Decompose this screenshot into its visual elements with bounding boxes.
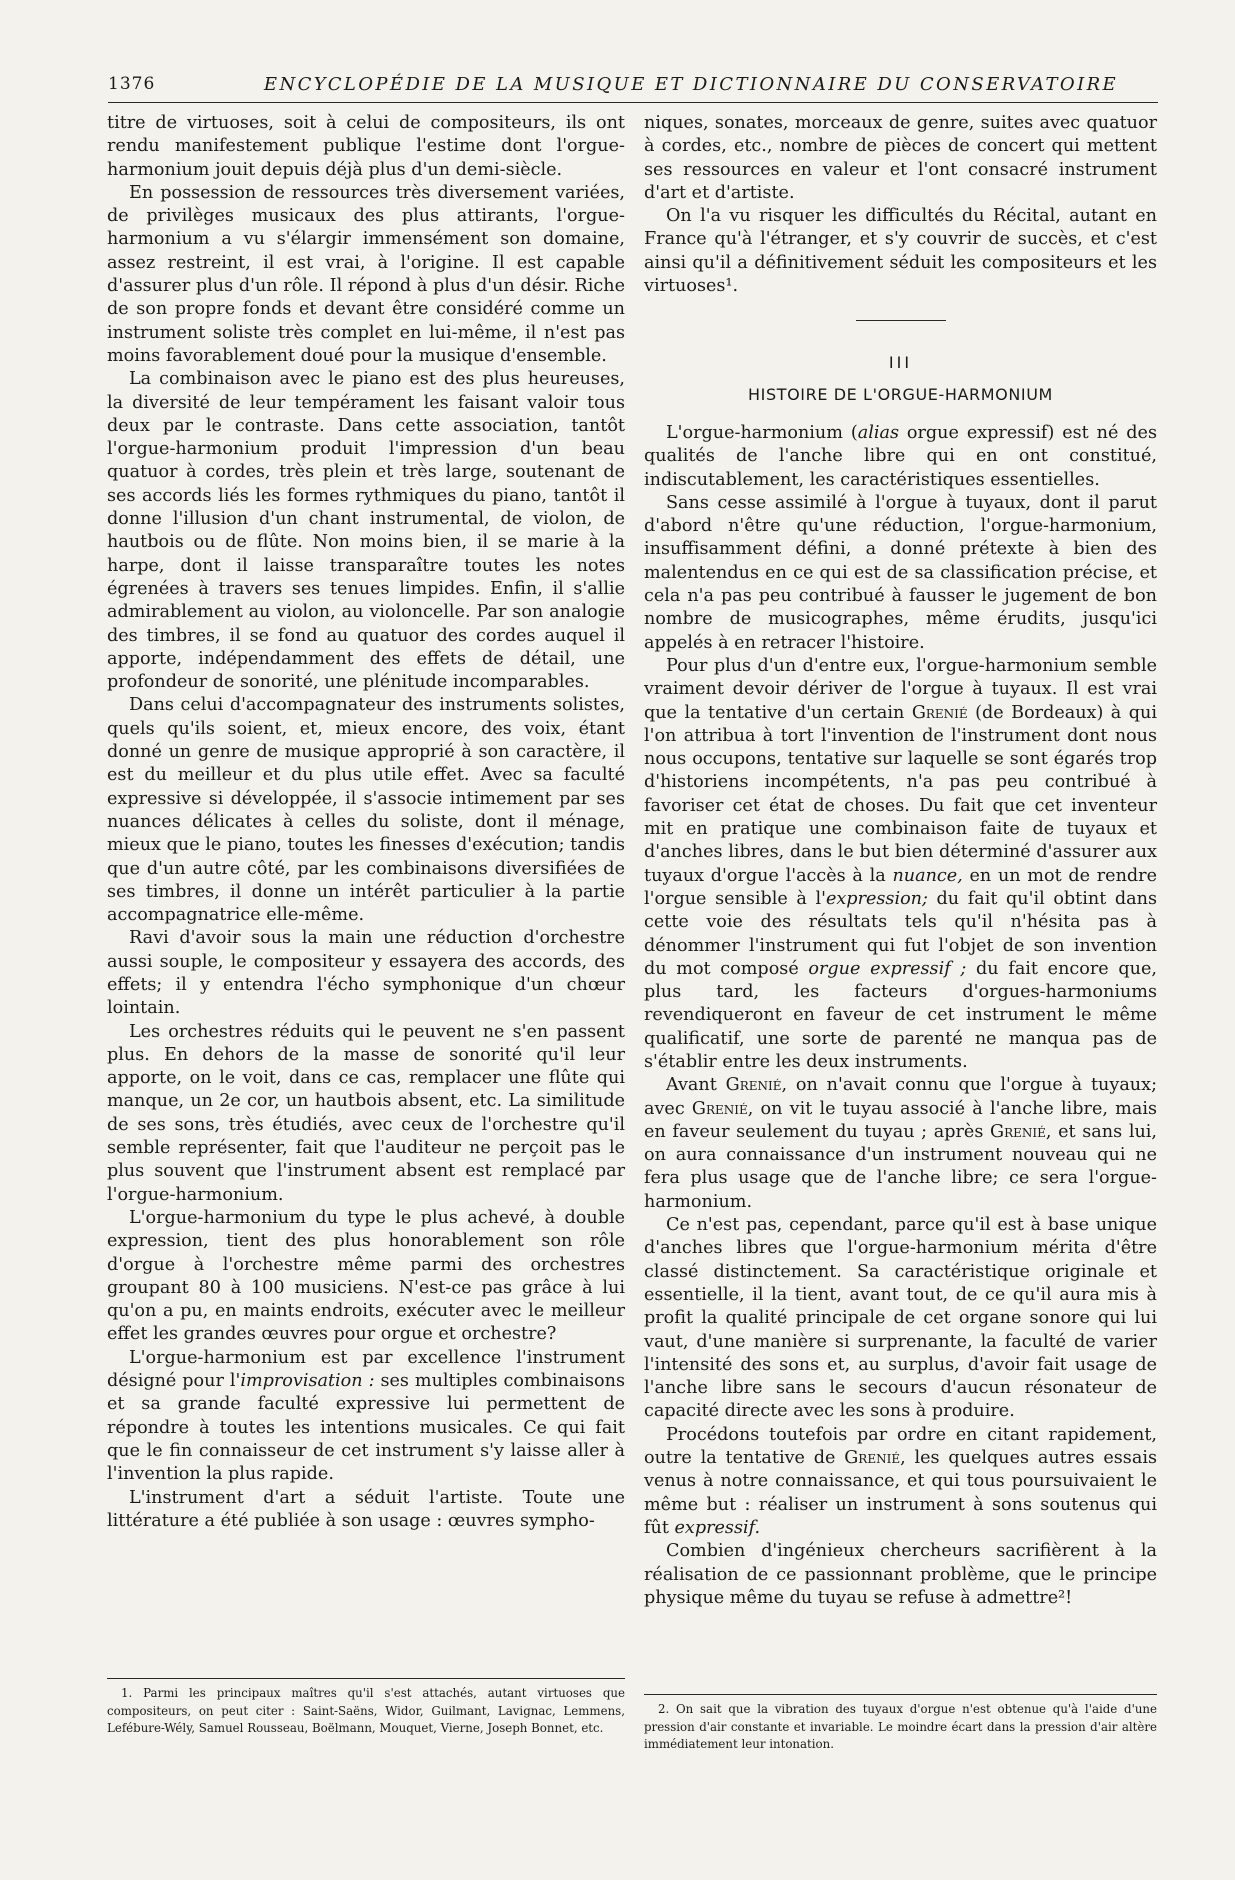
paragraph: En possession de ressources très diversement variées, de privilèges musicaux des plus attirants, l'orgue-harmonium a vu s'élargir immensément son domaine, assez restreint, il est vrai, à l'origine. Il est capable d'assurer plus d'un rôle. Il répond à plus d'un désir. Riche de son propre fonds et devant être considéré comme un instrument soliste très complet en lui-même, il n'est pas moins favorablement doué pour la musique d'ensemble. — [107, 182, 625, 366]
paragraph — [644, 655, 1157, 1074]
footnote-left — [107, 1678, 625, 1738]
paragraph: Dans celui d'accompagnateur des instruments solistes, quels qu'ils soient, et, mieux encore, des voix, étant donné un genre de musique approprié à son caractère, il est du meilleur et du plus utile effet. Avec sa faculté expressive si développée, il s'associe intimement par ses nuances délicates à celles du soliste, dont il ménage, mieux que le piano, toutes les finesses d'exécution; tandis que d'un autre côté, par les combinaisons diversifiées de ses timbres, il donne un intérêt particulier à la partie accompagnatrice elle-même. — [107, 695, 625, 926]
emphasis: nuance, — [892, 865, 963, 886]
running-title: ENCYCLOPÉDIE DE LA MUSIQUE ET DICTIONNAIRE DU CONSERVATOIRE — [263, 74, 1119, 95]
page-header — [108, 72, 1158, 103]
text-run: L'orgue-harmonium est par excellence l'instrument désigné pour l' — [107, 1347, 625, 1392]
text-run: du fait encore que, plus tard, les facteurs d'orgues-harmoniums revendiqueront en faveur de cet instrument le même qualificatif, une sorte de parenté ne manqua pas de s'établir entre les deux instruments. — [644, 958, 1157, 1072]
section-title: HISTOIRE DE L'ORGUE-HARMONIUM — [748, 384, 1053, 404]
text-run: , et sans lui, on aura connaissance d'un instrument nouveau qui ne fera plus usage que de l'anche libre; ce sera l'orgue-harmonium. — [644, 1121, 1157, 1212]
name-small-caps: Grenié — [990, 1121, 1046, 1142]
text-run: L'orgue-harmonium ( — [666, 422, 858, 443]
section-divider — [856, 320, 946, 321]
paragraph: niques, sonates, morceaux de genre, suites avec quatuor à cordes, etc., nombre de pièces de concert qui mettent ses ressources en valeur et l'ont consacré instrument d'art et d'artiste. — [644, 113, 1157, 203]
emphasis: expression; — [825, 888, 928, 909]
text-run: orgue expressif) est né des qualités de l'anche libre qui en ont constitué, indiscutablement, les caractéristiques essentielles. — [644, 422, 1157, 490]
emphasis: alias — [857, 422, 899, 443]
name-small-caps: Grenié — [691, 1098, 748, 1119]
name-small-caps: Grenié — [911, 702, 968, 723]
name-small-caps: Grenié — [725, 1075, 782, 1096]
paragraph — [107, 1347, 625, 1487]
paragraph: Les orchestres réduits qui le peuvent ne s'en passent plus. En dehors de la masse de sonorité qu'il leur apporte, on le voit, dans ce cas, remplacer une flûte qui manque, un 2e cor, un hautbois absent, etc. La similitude de ses sons, très étudiés, avec ceux de l'orchestre qu'il semble représenter, fait que l'auditeur ne perçoit pas le plus souvent que l'instrument absent est remplacé par l'orgue-harmonium. — [107, 1021, 625, 1205]
text-run: Pour plus d'un d'entre eux, l'orgue-harmonium semble vraiment devoir dériver de l'orgue à tuyaux. Il est vrai que la tentative d'un certain — [644, 655, 1157, 723]
emphasis: orgue expressif ; — [808, 958, 967, 979]
paragraph — [644, 422, 1157, 492]
paragraph: Sans cesse assimilé à l'orgue à tuyaux, dont il parut d'abord n'être qu'une réduction, l'orgue-harmonium, insuffisamment défini, a donné prétexte à bien des malentendus en ce qui est de sa classification précise, et cela n'a pas peu contribué à fausser le jugement de bon nombre de musicographes, même érudits, jusqu'ici appelés à en retracer l'histoire. — [644, 492, 1157, 653]
text-run: , on n'avait connu que l'orgue à tuyaux; avec — [644, 1075, 1157, 1119]
paragraph: On l'a vu risquer les difficultés du Récital, autant en France qu'à l'étranger, et s'y couvrir de succès, et c'est ainsi qu'il a définitivement séduit les compositeurs et les virtuoses¹. — [644, 206, 1157, 297]
text-run: (de Bordeaux) à qui l'on attribua à tort l'invention de l'instrument dont nous nous occupons, tentative sur laquelle se sont égarés trop d'historiens incompétents, n'a pas peu contribué à favoriser cet état de choses. Du fait que cet inventeur mit en pratique une combinaison faite de tuyaux et d'anches libres, dans le but bien déterminé d'assurer aux tuyaux d'orgue l'accès à la — [644, 702, 1157, 886]
paragraph: Ravi d'avoir sous la main une réduction d'orchestre aussi souple, le compositeur y essayera des accords, des effets; il y entendra l'écho symphonique d'un chœur lointain. — [107, 928, 625, 1019]
section-number: III — [888, 353, 913, 373]
text-run: du fait qu'il obtint dans cette voie des résultats tels qu'il n'hésita pas à dénommer l'instrument qui fut l'objet de son invention du mot composé — [644, 888, 1157, 979]
paragraph: L'orgue-harmonium du type le plus achevé, à double expression, tient des plus honorablement son rôle d'orgue à l'orchestre même parmi des orchestres groupant 80 à 100 musiciens. N'est-ce pas grâce à lui qu'on a pu, en maints endroits, exécuter avec le meilleur effet les grandes œuvres pour orgue et orchestre? — [107, 1207, 625, 1345]
footnote-text: 2. On sait que la vibration des tuyaux d'orgue n'est obtenue qu'à l'aide d'une pression d'air constante et invariable. Le moindre écart dans la pression d'air altère immédiatement leur intonation. — [644, 1702, 1157, 1751]
text-run: en un mot de rendre l'orgue sensible à l' — [644, 865, 1157, 909]
footnote-right — [644, 1694, 1157, 1754]
paragraph: Ce n'est pas, cependant, parce qu'il est à base unique d'anches libres que l'orgue-harmonium mérita d'être classé distinctement. Sa caractéristique originale et essentielle, il la tient, avant tout, de ce qu'il aura mis à profit la qualité principale de cet organe sonore qui lui vaut, d'une manière si surprenante, la faculté de varier l'intensité des sons et, au surplus, d'avoir fait usage de l'anche libre sans le secours d'aucun résonateur de capacité directe avec les sons à produire. — [644, 1215, 1157, 1422]
text-run: Procédons toutefois par ordre en citant rapidement, outre la tentative de — [644, 1424, 1157, 1469]
paragraph: L'instrument d'art a séduit l'artiste. Toute une littérature a été publiée à son usage : œuvres sympho- — [107, 1487, 625, 1531]
footnote-text: 1. Parmi les principaux maîtres qu'il s'est attachés, autant virtuoses que compositeurs, on peut citer : Saint-Saëns, Widor, Guilmant, Lavignac, Lemmens, Lefébure-Wély, Samuel Rousseau, Boëlmann, Mouquet, Vierne, Joseph Bonnet, etc. — [107, 1686, 625, 1735]
right-column — [644, 112, 1157, 1722]
page-number: 1376 — [108, 74, 156, 94]
emphasis: improvisation : — [240, 1371, 375, 1392]
paragraph: titre de virtuoses, soit à celui de compositeurs, ils ont rendu manifestement publique l'estime dont l'orgue-harmonium jouit depuis déjà plus d'un demi-siècle. — [107, 113, 625, 180]
text-run: , les quelques autres essais venus à notre connaissance, et qui tous poursuivaient le même but : réaliser un instrument à sons soutenus qui fût — [644, 1448, 1157, 1538]
name-small-caps: Grenié — [844, 1448, 901, 1469]
emphasis: expressif. — [674, 1517, 761, 1538]
text-run: ses multiples combinaisons et sa grande faculté expressive lui permettent de répondre à toutes les intentions musicales. Ce qui fait que le fin connaisseur de cet instrument s'y laisse aller à l'invention la plus rapide. — [107, 1371, 625, 1485]
paragraph — [644, 1424, 1157, 1540]
text-run: Avant — [666, 1075, 726, 1096]
left-column — [107, 112, 625, 1657]
paragraph: Combien d'ingénieux chercheurs sacrifièrent à la réalisation de ce passionnant problème, que le principe physique même du tuyau se refuse à admettre²! — [644, 1541, 1157, 1608]
paragraph — [644, 1074, 1157, 1214]
paragraph: La combinaison avec le piano est des plus heureuses, la diversité de leur tempérament les faisant valoir tous deux par le contraste. Dans cette association, tantôt l'orgue-harmonium produit l'impression d'un beau quatuor à cordes, très plein et très large, soutenant de ses accords liés les formes rythmiques du piano, tantôt il donne l'illusion d'un chant instrumental, de violon, de hautbois ou de flûte. Non moins bien, il se marie à la harpe, dont il laisse transparaître toutes les notes égrenées à travers ses tenues limpides. Enfin, il s'allie admirablement au violon, au violoncelle. Par son analogie des timbres, il se fond au quatuor des cordes auquel il apporte, indépendamment des effets de détail, une profondeur de sonorité, une plénitude incomparables. — [107, 369, 625, 693]
text-run: , on vit le tuyau associé à l'anche libre, mais en faveur seulement du tuyau ; après — [644, 1098, 1157, 1142]
